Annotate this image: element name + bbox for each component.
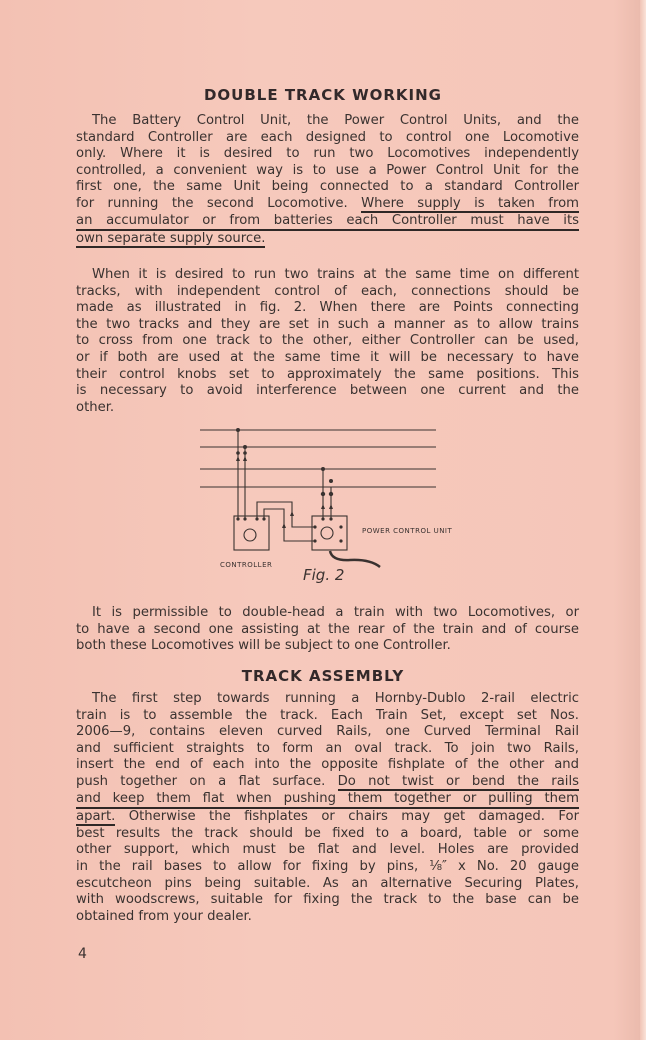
paragraph-two-trains <box>76 267 579 416</box>
text-line: tracks, with independent control of each, connections should be <box>76 283 579 299</box>
underlined-warning: an accumulator or from batteries each Controller must have its <box>76 213 579 232</box>
text-line: made as illustrated in fig. 2. When there are Points connecting <box>76 300 579 316</box>
underlined-warning: apart. <box>76 809 116 825</box>
section-title-double-track: DOUBLE TRACK WORKING <box>203 86 442 104</box>
text-line <box>76 196 579 213</box>
underlined-warning: and keep them flat when pushing them together or pulling them <box>76 791 579 810</box>
text-line: only. Where it is desired to run two Locomotives independently <box>76 146 579 162</box>
text-line: or if both are used at the same time it will be necessary to have <box>76 349 579 365</box>
text-line: to have a second one assisting at the rear of the train and of course <box>76 621 579 637</box>
text-line: with woodscrews, suitable for fixing the track to the base can be <box>76 892 579 908</box>
text-line: insert the end of each into the opposite fishplate of the other and <box>76 757 579 773</box>
text-line: obtained from your dealer. <box>76 908 252 924</box>
text-line: controlled, a convenient way is to use a Power Control Unit for the <box>76 162 579 178</box>
text-line: is necessary to avoid interference between one current and the <box>76 383 579 399</box>
text-plain: push together on a flat surface. <box>76 773 326 789</box>
text-plain: Otherwise the fishplates or chairs may get damaged. For <box>128 809 579 825</box>
text-line: The first step towards running a Hornby-Dublo 2-rail electric <box>92 691 579 706</box>
underlined-warning: Where supply is taken from <box>361 195 579 211</box>
text-line: It is permissible to double-head a train with two Locomotives, or <box>92 605 579 620</box>
paragraph-track-assembly <box>76 691 579 925</box>
figure-caption: Fig. 2 <box>303 566 345 584</box>
paragraph-double-head <box>76 605 579 655</box>
text-line: other support, which must be flat and level. Holes are provided <box>76 842 579 858</box>
page-edge <box>640 0 646 1040</box>
underlined-warning: own separate supply source. <box>76 231 266 247</box>
page-number: 4 <box>78 946 87 962</box>
text-line: When it is desired to run two trains at the same time on different <box>92 267 579 282</box>
text-line: in the rail bases to allow for fixing by pins, ⅛″ x No. 20 gauge <box>76 858 579 874</box>
paragraph-double-track-intro <box>76 113 579 248</box>
text-line <box>76 809 579 826</box>
text-line <box>76 774 579 791</box>
text-line: escutcheon pins being suitable. As an alternative Securing Plates, <box>76 875 579 891</box>
text-line: and sufficient straights to form an oval track. To join two Rails, <box>76 740 579 756</box>
text-plain: for running the second Locomotive. <box>76 195 348 211</box>
text-line: 2006—9, contains eleven curved Rails, one Curved Terminal Rail <box>76 724 579 740</box>
text-line: to cross from one track to the other, either Controller can be used, <box>76 333 579 349</box>
text-line: the two tracks and they are set in such a manner as to allow trains <box>76 316 579 332</box>
text-line: other. <box>76 399 115 415</box>
text-line: standard Controller are each designed to control one Locomotive <box>76 129 579 145</box>
text-line: their control knobs set to approximately the same positions. This <box>76 366 579 382</box>
text-line: both these Locomotives will be subject to one Controller. <box>76 638 451 654</box>
text-line <box>76 231 579 248</box>
label-power-control-unit: POWER CONTROL UNIT <box>362 527 453 535</box>
text-line: first one, the same Unit being connected to a standard Controller <box>76 179 579 195</box>
section-title-track-assembly: TRACK ASSEMBLY <box>241 667 405 685</box>
underlined-warning: Do not twist or bend the rails <box>337 773 579 789</box>
text-line: The Battery Control Unit, the Power Control Units, and the <box>92 113 579 128</box>
text-line: train is to assemble the track. Each Train Set, except set Nos. <box>76 707 579 723</box>
text-line: best results the track should be fixed to a board, table or some <box>76 825 579 841</box>
label-controller: CONTROLLER <box>220 561 273 569</box>
